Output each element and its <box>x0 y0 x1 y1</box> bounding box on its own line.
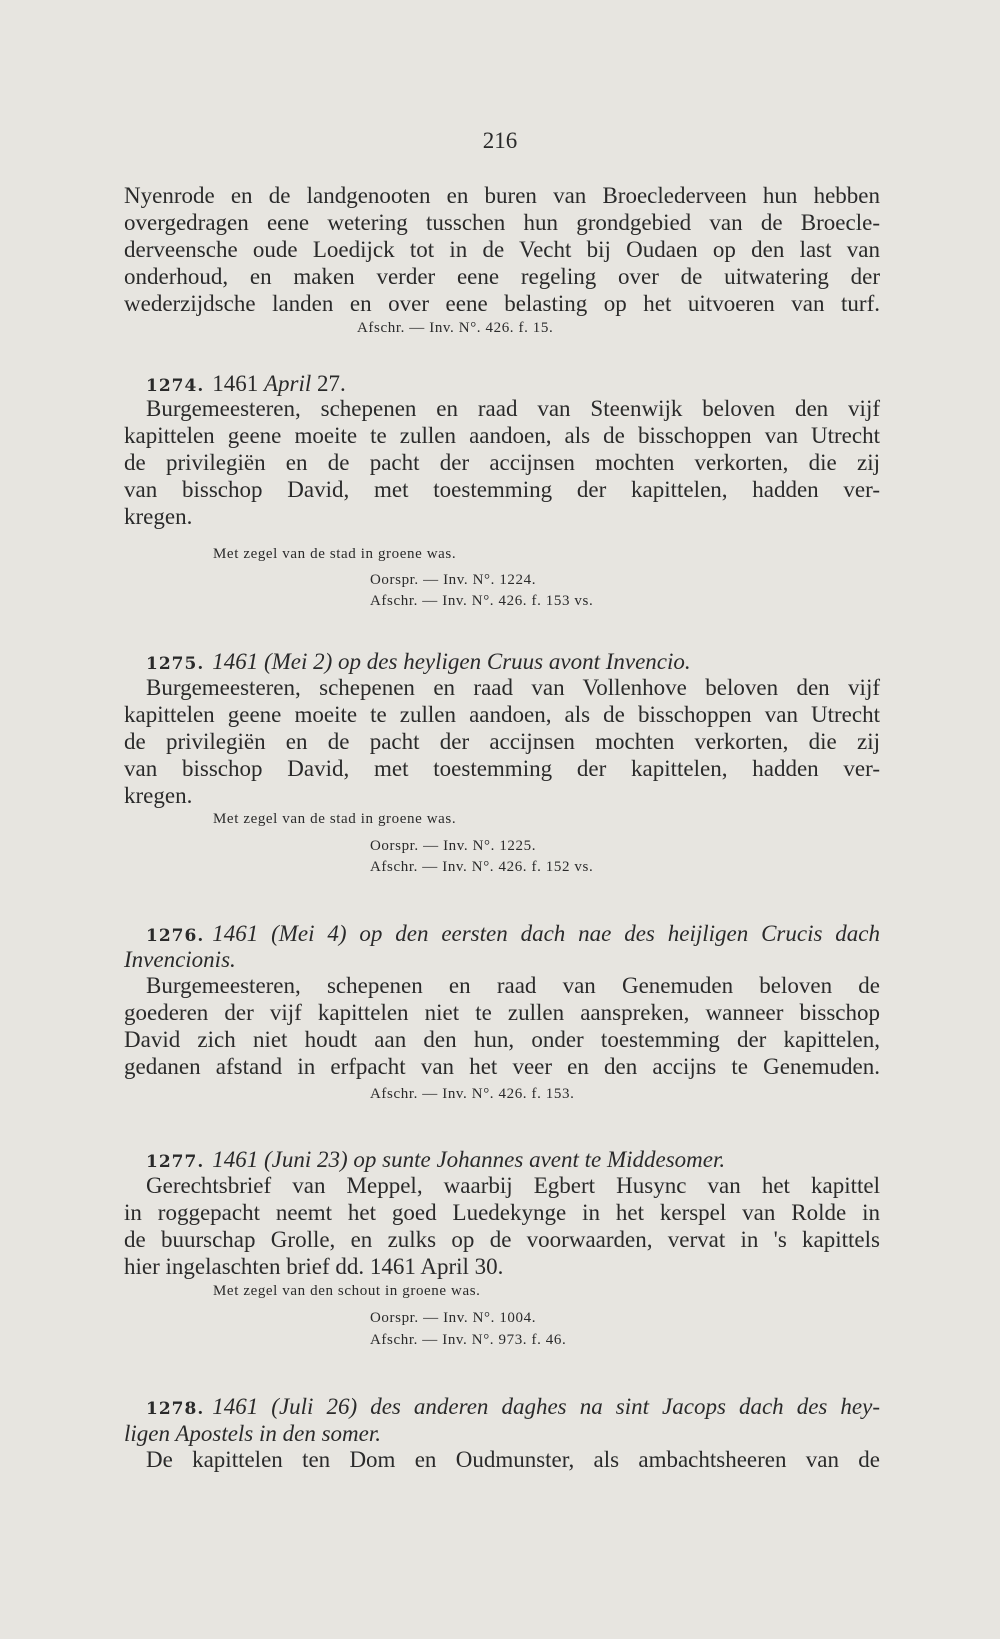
entry-line: hier ingelaschten brief dd. 1461 April 30. <box>124 1254 504 1279</box>
entry-heading-continuation: Invencionis. <box>124 947 236 972</box>
entry-heading: 1274. 1461 April 27. <box>146 371 346 396</box>
entry-number: 1275. <box>146 654 205 674</box>
reference: Oorspr. — Inv. N°. 1225. <box>370 838 537 854</box>
reference: Oorspr. — Inv. N°. 1224. <box>370 572 537 588</box>
entry-line: van bisschop David, met toestemming der kapittelen, hadden ver- <box>124 477 880 502</box>
entry-line: Burgemeesteren, schepenen en raad van Vollenhove beloven den vijf <box>146 675 880 700</box>
intro-line: overgedragen eene wetering tusschen hun grondgebied van de Broecle- <box>124 210 880 235</box>
entry-line: David zich niet houdt aan den hun, onder toestemming der kapittelen, <box>124 1027 880 1052</box>
reference: Afschr. — Inv. N°. 426. f. 153 vs. <box>370 593 594 609</box>
entry-number: 1278. <box>146 1399 205 1419</box>
entry-line: Burgemeesteren, schepenen en raad van Steenwijk beloven den vijf <box>146 396 880 421</box>
entry-number: 1276. <box>146 926 205 946</box>
intro-line: derveensche oude Loedijck tot in de Vecht bij Oudaen op den last van <box>124 237 880 262</box>
entry-line: kregen. <box>124 783 193 808</box>
intro-line: onderhoud, en maken verder eene regeling over de uitwatering der <box>124 264 880 289</box>
entry-line: Gerechtsbrief van Meppel, waarbij Egbert Husync van het kapittel <box>146 1173 880 1198</box>
entry-line: van bisschop David, met toestemming der kapittelen, hadden ver- <box>124 756 880 781</box>
intro-line: wederzijdsche landen en over eene belasting op het uitvoeren van turf. <box>124 291 880 316</box>
page-number: 216 <box>482 128 518 153</box>
entry-number: 1274. <box>146 376 205 396</box>
entry-line: kapittelen geene moeite te zullen aandoen, als de bisschoppen van Utrecht <box>124 702 880 727</box>
reference: Afschr. — Inv. N°. 426. f. 152 vs. <box>370 859 594 875</box>
entry-heading: 1275. 1461 (Mei 2) op des heyligen Cruus avont Invencio. <box>146 649 691 674</box>
entry-line: kapittelen geene moeite te zullen aandoen, als de bisschoppen van Utrecht <box>124 423 880 448</box>
entry-line: Burgemeesteren, schepenen en raad van Genemuden beloven de <box>146 973 880 998</box>
entry-number: 1277. <box>146 1152 205 1172</box>
entry-heading: 1278. 1461 (Juli 26) des anderen daghes na sint Jacops dach des hey- <box>146 1394 880 1419</box>
entry-line: de privilegiën en de pacht der accijnsen mochten verkorten, die zij <box>124 450 880 475</box>
entry-heading: 1277. 1461 (Juni 23) op sunte Johannes avent te Middesomer. <box>146 1147 726 1172</box>
entry-line: De kapittelen ten Dom en Oudmunster, als ambachtsheeren van de <box>146 1447 880 1472</box>
seal-note: Met zegel van de stad in groene was. <box>213 811 457 827</box>
reference: Oorspr. — Inv. N°. 1004. <box>370 1310 537 1326</box>
entry-line: de privilegiën en de pacht der accijnsen mochten verkorten, die zij <box>124 729 880 754</box>
entry-line: gedanen afstand in erfpacht van het veer en den accijns te Genemuden. <box>124 1054 880 1079</box>
intro-reference: Afschr. — Inv. N°. 426. f. 15. <box>357 320 554 336</box>
entry-heading: 1276. 1461 (Mei 4) op den eersten dach nae des heijligen Crucis dach <box>146 921 880 946</box>
seal-note: Met zegel van de stad in groene was. <box>213 546 457 562</box>
intro-line: Nyenrode en de landgenooten en buren van Broeclederveen hun hebben <box>124 183 880 208</box>
seal-note: Met zegel van den schout in groene was. <box>213 1283 481 1299</box>
entry-line: in roggepacht neemt het goed Luedekynge in het kerspel van Rolde in <box>124 1200 880 1225</box>
entry-line: de buurschap Grolle, en zulks op de voorwaarden, vervat in 's kapittels <box>124 1227 880 1252</box>
entry-line: kregen. <box>124 504 193 529</box>
reference: Afschr. — Inv. N°. 973. f. 46. <box>370 1332 567 1348</box>
reference: Afschr. — Inv. N°. 426. f. 153. <box>370 1086 575 1102</box>
entry-heading-continuation: ligen Apostels in den somer. <box>124 1421 382 1446</box>
entry-line: goederen der vijf kapittelen niet te zullen aanspreken, wanneer bisschop <box>124 1000 880 1025</box>
